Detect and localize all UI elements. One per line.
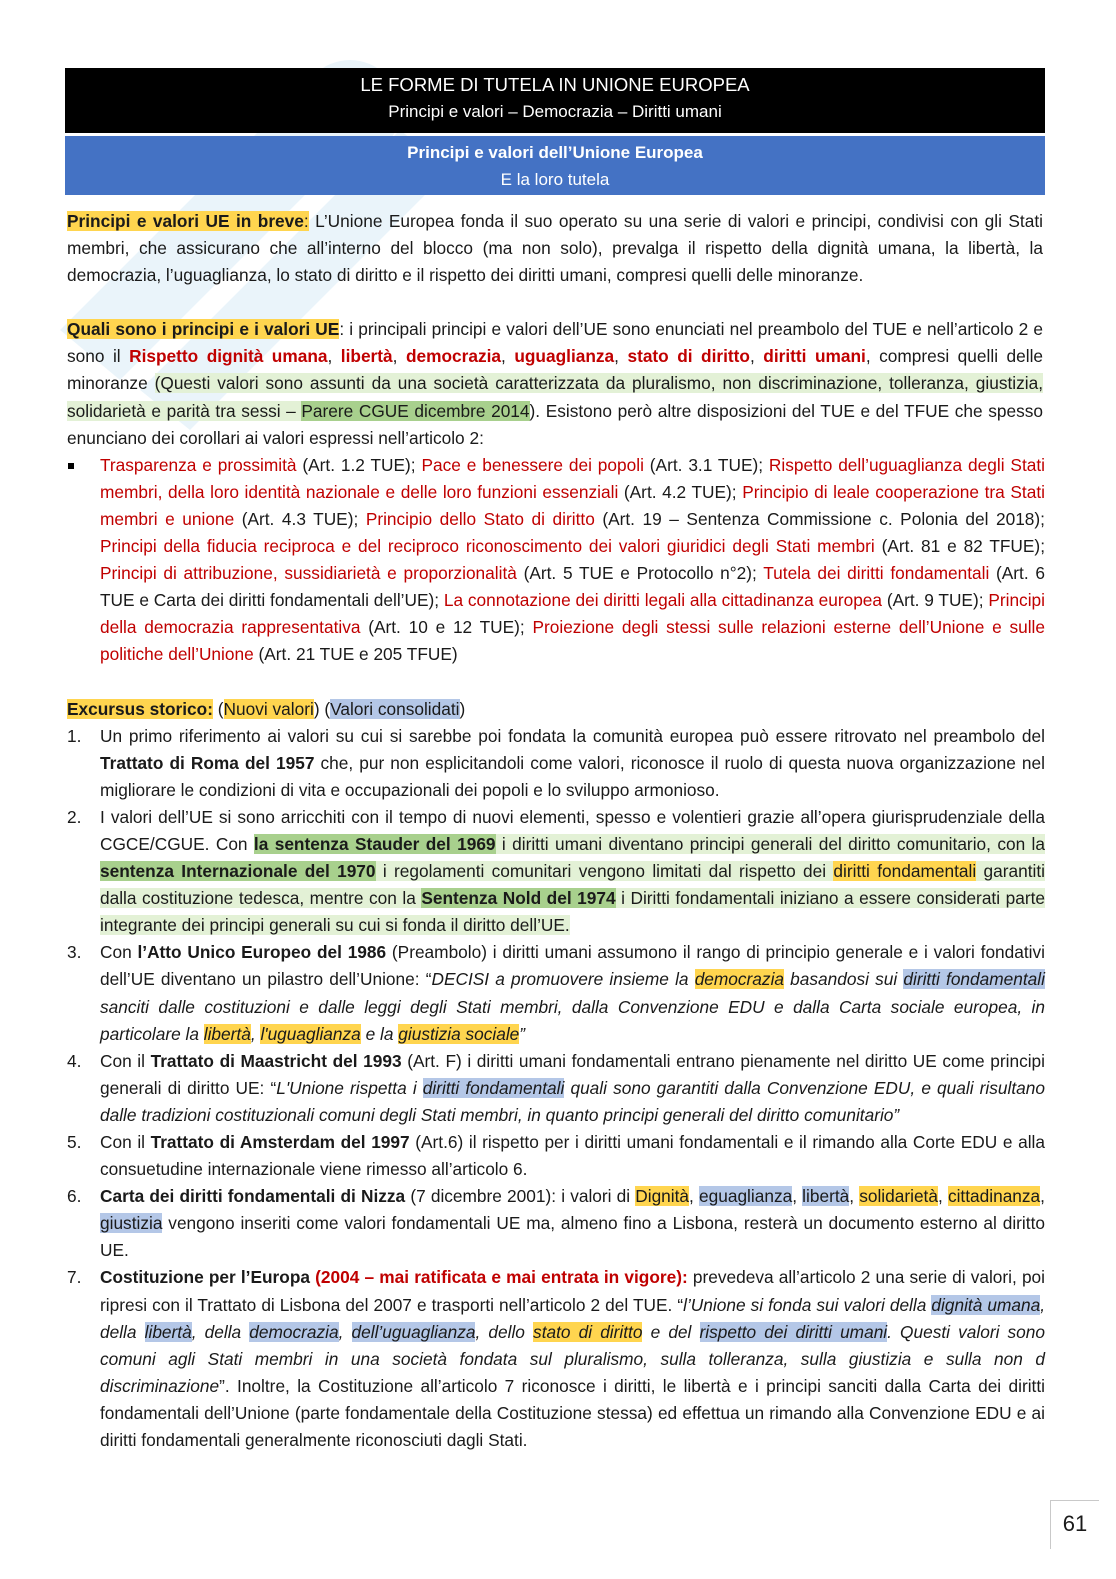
paragraph-principles: [67, 316, 1043, 451]
item-highlight: diritti fondamentali: [422, 1077, 565, 1098]
corollary-ref: (Art. 21 TUE e 205 TFUE): [253, 644, 458, 665]
item-highlight: Dignità: [635, 1186, 690, 1207]
item-quote: L'Unione rispetta i: [276, 1077, 423, 1098]
corollary-ref: (Art. 4.3 TUE);: [234, 508, 366, 529]
item-highlight: rispetto dei diritti umani: [699, 1321, 888, 1342]
item-bold: Trattato di Roma del 1957: [100, 752, 315, 773]
item-quote: e la: [360, 1023, 399, 1044]
item-quote: sanciti dalle costituzioni e dalle leggi degli Stati membri, dalla Convenzione EDU e dalla Carta sociale europea, in particolare la: [100, 996, 1045, 1044]
item-quote: e del: [642, 1321, 700, 1342]
excursus-label: Excursus storico:: [67, 698, 213, 719]
separator: ,: [937, 1186, 948, 1207]
item-bold: l’Atto Unico Europeo del 1986: [137, 942, 387, 963]
list-item: [65, 1048, 1045, 1129]
item-text: prevedeva all’articolo 2 una serie di valori, poi ripresi con il Trattato di Lisbona del 2007 e trasporti nell’articolo 2 del TUE. “: [100, 1267, 1046, 1315]
document-body: [65, 208, 1045, 1454]
header-subtitle: Principi e valori – Democrazia – Diritti umani: [388, 102, 722, 121]
item-highlight: libertà: [802, 1186, 850, 1207]
list-item: [65, 1264, 1045, 1454]
item-highlight: solidarietà: [859, 1186, 938, 1207]
item-highlight: democrazia: [249, 1321, 339, 1342]
pluralism-note: (Questi valori sono assunti da una società caratterizzata da pluralismo, non discriminazione, tolleranza, giustizia, solidarietà e parità tra sessi –: [67, 373, 1043, 421]
item-bold: la sentenza Stauder del 1969: [253, 833, 496, 854]
item-text: (Art.6) il rispetto per i diritti umani fondamentali e il rimando alla Corte EDU e alla consuetudine internazionale viene rimesso all’articolo 6.: [100, 1132, 1045, 1180]
list-item: [65, 723, 1045, 804]
list-item: [65, 939, 1045, 1047]
item-text: (7 dicembre 2001): i valori di: [405, 1186, 636, 1207]
item-quote: ,: [250, 1023, 261, 1044]
corollary-ref: (Art. 19 – Sentenza Commissione c. Polonia del 2018);: [594, 508, 1045, 529]
item-text: che, pur non esplicitandoli come valori, riconosce il ruolo di questa nuova organizzazione nel migliorare le condizioni di vita e occupazionali dei popoli e lo sviluppo armonioso.: [100, 752, 1045, 800]
corollary-name: Principio dello Stato di diritto: [365, 508, 595, 529]
excursus-heading: [67, 696, 1043, 723]
section-title: Principi e valori dell’Unione Europea: [407, 143, 703, 162]
item-highlight: eguaglianza: [699, 1186, 793, 1207]
corollary-ref: (Art. 3.1 TUE);: [643, 454, 769, 475]
item-highlight: dignità umana: [931, 1294, 1041, 1315]
corollary-name: Tutela dei diritti fondamentali: [763, 563, 990, 584]
item-quote: quali sono garantiti dalla Convenzione EDU, e quali risultano dalle tradizioni costituzionali comuni degli Stati membri, in quanto principi generali del diritto comunitario: [100, 1077, 1045, 1125]
value-equality: uguaglianza: [514, 346, 615, 367]
separator: ,: [849, 1186, 860, 1207]
corollary-ref: (Art. 1.2 TUE);: [296, 454, 422, 475]
item-bold: Trattato di Amsterdam del 1997: [150, 1132, 410, 1152]
document-page: [65, 68, 1045, 1454]
item-bold-red: (2004 – mai ratificata e mai entrata in vigore):: [310, 1267, 688, 1288]
separator: ,: [327, 346, 341, 367]
item-number: 2.: [67, 806, 82, 827]
item-quote: ”: [519, 1023, 526, 1044]
summary-label: Principi e valori UE in breve: [67, 211, 304, 231]
corollary-list: [65, 452, 1045, 669]
list-item: [65, 452, 1045, 669]
separator: ,: [689, 1186, 699, 1207]
item-text: garantiti dalla costituzione tedesca, mentre con la: [100, 861, 1045, 909]
legend-new-values: Nuovi valori: [223, 698, 314, 719]
corollary-name: Principi della fiducia reciproca e del reciproco riconoscimento dei valori giuridici degli Stati membri: [100, 536, 875, 557]
summary-colon: :: [303, 211, 309, 231]
list-item: [65, 1183, 1045, 1264]
item-text: (Art. F) i diritti umani fondamentali entrano pienamente nel diritto UE come principi generali di diritto UE: “: [100, 1050, 1046, 1098]
item-highlight: libertà: [144, 1321, 192, 1342]
item-bold: sentenza Internazionale del 1970: [100, 861, 376, 882]
item-text: Con: [100, 942, 138, 963]
square-bullet-icon: [68, 463, 74, 469]
item-number: 5.: [67, 1132, 82, 1152]
item-text: vengono inseriti come valori fondamentali UE ma, almeno fino a Lisbona, resterà un documento esterno al diritto UE.: [100, 1213, 1045, 1261]
document-header: [65, 68, 1045, 133]
principles-text: , compresi quelli delle minoranze: [67, 346, 1044, 394]
item-highlight: giustizia sociale: [398, 1023, 520, 1044]
item-text: I valori dell’UE si sono arricchiti con il tempo di nuovi elementi, spesso e volentieri grazie all’opera giurisprudenziale della CGCE/CGUE. Con: [100, 806, 1045, 854]
item-highlight: diritti fondamentali: [903, 969, 1045, 990]
header-title: LE FORME DI TUTELA IN UNIONE EUROPEA: [360, 74, 750, 95]
item-number: 1.: [67, 725, 82, 746]
item-text: Con il: [100, 1050, 151, 1071]
item-highlight: libertà: [203, 1023, 251, 1044]
corollary-name: Principi di attribuzione, sussidiarietà e proporzionalità: [100, 563, 517, 584]
item-quote: , della: [191, 1321, 250, 1342]
item-number: 3.: [67, 942, 82, 963]
item-quote: , dello: [475, 1321, 534, 1342]
value-rule-of-law: stato di diritto: [627, 346, 750, 367]
item-text: Un primo riferimento ai valori su cui si sarebbe poi fondata la comunità europea può essere ritrovato nel preambolo del: [100, 725, 1045, 746]
item-quote: , della: [100, 1294, 1046, 1342]
item-highlight: stato di diritto: [533, 1321, 643, 1342]
corollary-name: Proiezione degli stessi sulle relazioni esterne dell’Unione e sulle politiche dell’Unione: [100, 617, 1046, 665]
section-header: [65, 136, 1045, 195]
item-text: i diritti umani diventano principi generali del diritto comunitario, con la: [495, 833, 1046, 854]
item-quote: DECISI a promuovere insieme la: [431, 969, 695, 990]
principles-text: : i principali principi e valori dell’UE sono enunciati nel preambolo del TUE e nell’articolo 2 e sono il: [67, 319, 1043, 367]
item-text: ”. Inoltre, la Costituzione all’articolo 7 riconosce i diritti, le libertà e i principi sanciti dalla Carta dei diritti fondamentali dell’Unione (parte fondamentale della Costituzione stessa) ed effettua un rimando alla Convenzione EDU e ai diritti fondamentali generalmente riconosciuti dagli Stati.: [100, 1375, 1045, 1451]
cgue-opinion: Parere CGUE dicembre 2014: [301, 400, 530, 421]
section-subtitle: E la loro tutela: [500, 170, 610, 189]
item-bold: Sentenza Nold del 1974: [421, 888, 616, 909]
corollary-ref: (Art. 81 e 82 TFUE);: [874, 536, 1045, 557]
corollary-name: Principi della democrazia rappresentativa: [100, 590, 1045, 638]
paren: ): [459, 698, 466, 719]
value-freedom: libertà: [340, 346, 393, 367]
principles-label: Quali sono i principi e i valori UE: [67, 319, 340, 340]
list-item: [65, 1129, 1045, 1183]
item-highlight: l'uguaglianza: [260, 1023, 361, 1044]
value-human-rights: diritti umani: [763, 346, 866, 367]
value-democracy: democrazia: [405, 346, 502, 367]
separator: ,: [614, 346, 628, 367]
value-dignity: Rispetto dignità umana: [129, 346, 328, 367]
summary-text: L’Unione Europea fonda il suo operato su una serie di valori e principi, condivisi con gli Stati membri, che assicurano che all’interno del blocco (ma non solo), prevalga il rispetto della dignità umana, la libertà, la democrazia, l’uguaglianza, lo stato di diritto e il rispetto dei diritti umani, compresi quelli delle minoranze.: [67, 211, 1043, 286]
item-quote: basandosi sui: [784, 969, 904, 990]
item-text: (Preambolo) i diritti umani assumono il rango di principio generale e i valori fondativi dell’UE diventano un pilastro dell’Unione: “: [100, 942, 1046, 990]
corollary-name: Trasparenza e prossimità: [100, 454, 297, 475]
history-list: [65, 723, 1045, 1455]
item-quote: . Questi valori sono comuni agli Stati membri in una società fondata sul pluralismo, sulla tolleranza, sulla giustizia e sulla non d discriminazione: [100, 1321, 1046, 1396]
item-bold: Costituzione per l’Europa: [100, 1267, 311, 1288]
item-quote: ”: [893, 1104, 900, 1125]
item-text: i Diritti fondamentali iniziano a essere considerati parte integrante dei principi generali su cui si fonda il diritto dell’UE.: [100, 888, 1045, 936]
legend-consolidated-values: Valori consolidati: [330, 698, 460, 719]
separator: ,: [501, 346, 515, 367]
item-number: 6.: [67, 1186, 82, 1207]
item-number: 7.: [67, 1267, 82, 1288]
separator: ,: [792, 1186, 803, 1207]
corollary-ref: (Art. 6 TUE e Carta dei diritti fondamentali dell’UE);: [100, 563, 1045, 611]
corollary-name: Principio di leale cooperazione tra Stati membri e unione: [100, 481, 1045, 529]
item-highlight: diritti fondamentali: [833, 861, 977, 882]
corollary-ref: (Art. 5 TUE e Protocollo n°2);: [516, 563, 764, 584]
item-bold: Carta dei diritti fondamentali di Nizza: [100, 1186, 406, 1207]
separator: ,: [1040, 1186, 1045, 1207]
paragraph-summary: [67, 208, 1043, 289]
paren: ) (: [313, 698, 331, 719]
page-number: 61: [1050, 1500, 1099, 1549]
item-text: i regolamenti comunitari vengono limitati dal rispetto dei: [375, 861, 834, 882]
item-quote: ,: [338, 1321, 352, 1342]
item-quote: l’Unione si fonda sui valori della: [683, 1294, 932, 1315]
corollary-name: Pace e benessere dei popoli: [421, 454, 644, 475]
list-item: [65, 804, 1045, 939]
corollary-ref: (Art. 4.2 TUE);: [618, 481, 743, 502]
item-highlight: giustizia: [100, 1213, 163, 1234]
corollary-name: La connotazione dei diritti legali alla cittadinanza europea: [443, 590, 883, 611]
item-text: Con il: [100, 1132, 151, 1152]
item-bold: Trattato di Maastricht del 1993: [150, 1050, 402, 1071]
separator: ,: [750, 346, 764, 367]
item-highlight: dell’uguaglianza: [351, 1321, 476, 1342]
corollary-name: Rispetto dell’uguaglianza degli Stati membri, della loro identità nazionale e delle loro funzioni essenziali: [100, 454, 1045, 502]
item-highlight: democrazia: [694, 969, 785, 990]
item-number: 4.: [67, 1050, 82, 1071]
separator: ,: [392, 346, 406, 367]
principles-text: ). Esistono però altre disposizioni del TUE e del TFUE che spesso enunciano dei corollari ai valori espressi nell’articolo 2:: [67, 400, 1043, 448]
corollary-ref: (Art. 10 e 12 TUE);: [360, 617, 533, 638]
paren: (: [212, 698, 224, 719]
corollary-ref: (Art. 9 TUE);: [882, 590, 989, 611]
item-highlight: cittadinanza: [947, 1186, 1041, 1207]
